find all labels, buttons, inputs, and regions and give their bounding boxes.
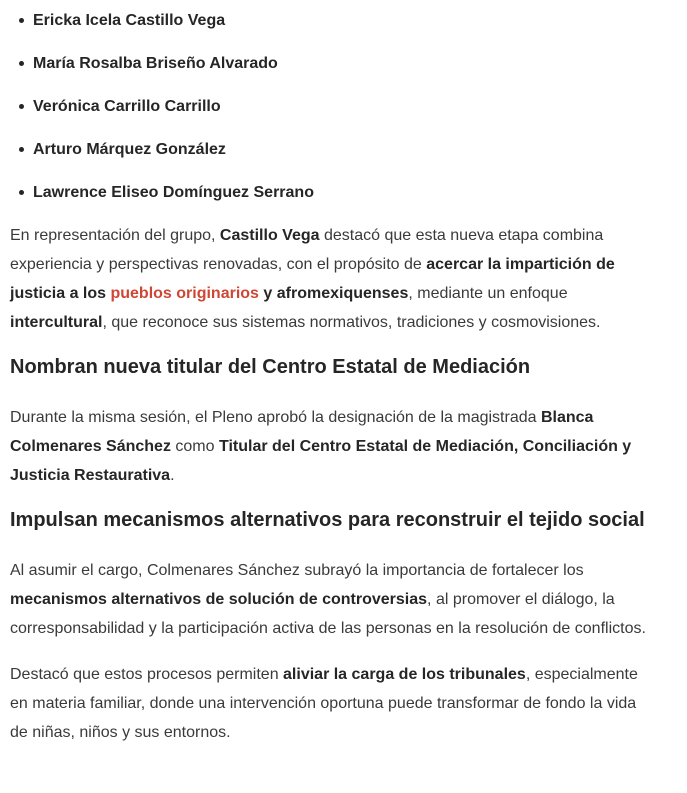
magistrate-name: Verónica Carrillo Carrillo (33, 98, 221, 115)
magistrate-list-item (33, 6, 651, 35)
paragraph-mecanismos (10, 556, 651, 643)
pueblos-originarios-link[interactable]: pueblos originarios (110, 285, 259, 302)
text-segment: . (170, 467, 175, 484)
paragraph-tribunales (10, 660, 651, 747)
paragraph-designacion (10, 403, 651, 490)
magistrate-name: Ericka Icela Castillo Vega (33, 12, 226, 29)
text-segment: Destacó que estos procesos permiten (10, 666, 284, 683)
magistrate-list-item (33, 178, 651, 207)
magistrates-list (10, 6, 651, 207)
magistrate-name: Arturo Márquez González (33, 141, 226, 158)
magistrate-name: Lawrence Eliseo Domínguez Serrano (33, 184, 314, 201)
text-segment: , especialmente en materia familiar, donde una intervención oportuna puede transformar de fondo la vida de niñas, niños y sus entornos. (10, 666, 638, 741)
magistrate-list-item (33, 92, 651, 121)
heading-tejido-social: Impulsan mecanismos alternativos para reconstruir el tejido social (10, 509, 645, 531)
magistrate-name: María Rosalba Briseño Alvarado (33, 55, 278, 72)
paragraph-representacion (10, 221, 651, 337)
bold-text: Titular del Centro Estatal de Mediación, Conciliación y Justicia Restaurativa (10, 438, 632, 484)
text-segment: , que reconoce sus sistemas normativos, tradiciones y cosmovisiones. (102, 314, 601, 331)
magistrate-list-item (33, 135, 651, 164)
text-segment: destacó que esta nueva etapa combina experiencia y perspectivas renovadas, con el propósito de (10, 227, 604, 273)
bold-text: y afromexiquenses (258, 285, 409, 302)
text-segment: , al promover el diálogo, la corresponsabilidad y la participación activa de las personas en la resolución de conflictos. (10, 591, 646, 637)
text-segment: Durante la misma sesión, el Pleno aprobó la designación de la magistrada (10, 409, 541, 426)
text-segment: como (170, 438, 219, 455)
bold-text: aliviar la carga de los tribunales (283, 666, 526, 683)
magistrate-list-item (33, 49, 651, 78)
bold-text: mecanismos alternativos de solución de controversias (10, 591, 428, 608)
bold-text: acercar la impartición de justicia a los (10, 256, 615, 302)
heading-centro-estatal-mediacion: Nombran nueva titular del Centro Estatal de Mediación (10, 356, 531, 378)
bold-text: intercultural (10, 314, 103, 331)
bold-text: Castillo Vega (219, 227, 320, 244)
text-segment: , mediante un enfoque (408, 285, 568, 302)
text-segment: Al asumir el cargo, Colmenares Sánchez subrayó la importancia de fortalecer los (10, 562, 584, 579)
text-segment: En representación del grupo, (10, 227, 220, 244)
bold-text: Blanca Colmenares Sánchez (10, 409, 594, 455)
